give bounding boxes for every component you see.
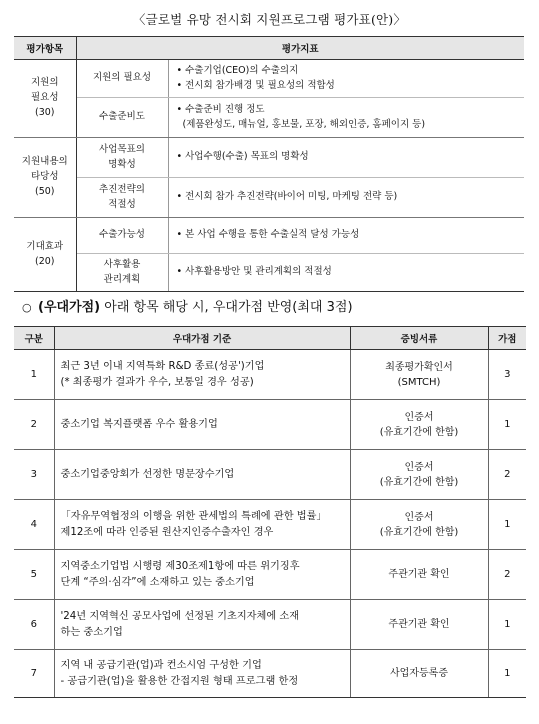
evaluation-row xyxy=(14,98,524,138)
indicator-cell xyxy=(168,98,524,138)
criteria-cell xyxy=(54,400,350,450)
row-number: 1 xyxy=(14,350,54,400)
header-points: 가점 xyxy=(488,327,526,350)
category-cell xyxy=(14,60,76,138)
indicator-text: • 사업수행(수출) 목표의 명확성 xyxy=(176,151,309,163)
document-cell xyxy=(350,600,488,650)
document-cell xyxy=(350,650,488,698)
criteria-cell xyxy=(54,600,350,650)
sub-item-label: 명확성 xyxy=(108,158,136,170)
category-cell xyxy=(14,138,76,218)
points-cell: 1 xyxy=(488,500,526,550)
document-title: 〈글로벌 유망 전시회 지원프로그램 평가표(안)〉 xyxy=(132,12,407,27)
header-division: 구분 xyxy=(14,327,54,350)
criteria-text: - 공급기관(업)을 활용한 간접지원 형태 프로그램 한정 xyxy=(60,675,299,687)
document-text: 인증서 xyxy=(404,461,434,473)
header-documents: 증빙서류 xyxy=(350,327,488,350)
bonus-heading xyxy=(22,296,353,315)
criteria-text: 하는 중소기업 xyxy=(60,626,123,638)
document-text: 주관기관 확인 xyxy=(388,619,450,630)
indicator-cell xyxy=(168,178,524,218)
points-cell: 1 xyxy=(488,600,526,650)
bonus-heading-strong: (우대가점) xyxy=(38,300,101,315)
indicator-text: • 수출준비 진행 정도 xyxy=(176,103,265,115)
sub-item-label: 수출가능성 xyxy=(99,229,145,241)
header-evaluation-item: 평가항목 xyxy=(14,37,76,60)
criteria-text: (* 최종평가 결과가 우수, 보통일 경우 성공) xyxy=(60,376,254,388)
category-label: 타당성 xyxy=(30,171,59,183)
category-label: 필요성 xyxy=(30,92,59,104)
criteria-text: 최근 3년 이내 지역특화 R&D 종료(성공')기업 xyxy=(60,360,265,372)
row-number: 5 xyxy=(14,550,54,600)
document-cell xyxy=(350,400,488,450)
criteria-cell xyxy=(54,500,350,550)
row-number: 2 xyxy=(14,400,54,450)
sub-item-cell xyxy=(76,178,168,218)
points-cell: 2 xyxy=(488,450,526,500)
header-evaluation-indicator: 평가지표 xyxy=(76,37,524,60)
criteria-text: 중소기업 복지플랫폼 우수 활용기업 xyxy=(60,418,218,430)
indicator-text: • 전시회 참가 추진전략(바이어 미팅, 마케팅 전략 등) xyxy=(176,191,398,203)
sub-item-label: 추진전략의 xyxy=(99,184,145,196)
category-score: (30) xyxy=(34,106,55,118)
criteria-cell xyxy=(54,350,350,400)
header-criteria: 우대가점 기준 xyxy=(54,327,350,350)
row-number: 4 xyxy=(14,500,54,550)
sub-item-cell xyxy=(76,60,168,98)
sub-item-label: 지원의 필요성 xyxy=(92,72,152,84)
row-number: 7 xyxy=(14,650,54,698)
indicator-cell xyxy=(168,60,524,98)
indicator-text: • 전시회 참가배경 및 필요성의 적합성 xyxy=(176,79,335,91)
document-text: 주관기관 확인 xyxy=(388,569,450,580)
document-text: (SMTCH) xyxy=(397,376,441,388)
document-cell xyxy=(350,500,488,550)
document-cell xyxy=(350,350,488,400)
criteria-text: 제12조에 따라 인증된 원산지인증수출자인 경우 xyxy=(60,526,274,538)
category-label: 기대효과 xyxy=(26,240,64,252)
bullet-icon: ○ xyxy=(22,301,32,314)
sub-item-cell xyxy=(76,98,168,138)
sub-item-label: 수출준비도 xyxy=(99,111,145,123)
criteria-cell xyxy=(54,550,350,600)
indicator-text: • 수출기업(CEO)의 수출의지 xyxy=(176,64,299,76)
category-score: (50) xyxy=(34,185,55,197)
sub-item-label: 관리계획 xyxy=(103,273,141,285)
category-cell xyxy=(14,218,76,292)
points-cell: 1 xyxy=(488,400,526,450)
criteria-text: 지역중소기업법 시행령 제30조제1항에 따른 위기징후 xyxy=(60,560,300,572)
sub-item-label: 사업목표의 xyxy=(99,144,145,156)
criteria-text: 단계 “주의·심각”에 소재하고 있는 중소기업 xyxy=(60,576,255,588)
points-cell: 3 xyxy=(488,350,526,400)
sub-item-cell xyxy=(76,218,168,254)
sub-item-label: 적절성 xyxy=(108,198,136,210)
document-text: (유효기간에 한함) xyxy=(379,476,459,488)
sub-item-label: 사후활용 xyxy=(103,259,141,271)
points-cell: 1 xyxy=(488,650,526,698)
row-number: 3 xyxy=(14,450,54,500)
evaluation-row xyxy=(14,218,524,254)
bonus-row xyxy=(14,500,526,550)
document-text: 인증서 xyxy=(404,511,434,523)
document-cell xyxy=(350,450,488,500)
indicator-text: • 사후활용방안 및 관리계획의 적절성 xyxy=(176,266,332,278)
evaluation-table xyxy=(14,36,524,292)
criteria-cell xyxy=(54,450,350,500)
document-text: 최종평가확인서 xyxy=(385,361,453,373)
category-label: 지원내용의 xyxy=(21,156,68,168)
evaluation-row xyxy=(14,254,524,292)
criteria-text: '24년 지역혁신 공모사업에 선정된 기초지자체에 소재 xyxy=(60,610,300,622)
criteria-text: 중소기업중앙회가 선정한 명문장수기업 xyxy=(60,468,235,480)
indicator-cell xyxy=(168,254,524,292)
bonus-row xyxy=(14,350,526,400)
bonus-table xyxy=(14,326,526,698)
criteria-text: 지역 내 공급기관(업)과 컨소시엄 구성한 기업 xyxy=(60,659,262,671)
bonus-row xyxy=(14,450,526,500)
bonus-row xyxy=(14,550,526,600)
sub-item-cell xyxy=(76,138,168,178)
indicator-cell xyxy=(168,218,524,254)
document-text: (유효기간에 한함) xyxy=(379,426,459,438)
document-text: (유효기간에 한함) xyxy=(379,526,459,538)
bonus-row xyxy=(14,400,526,450)
row-number: 6 xyxy=(14,600,54,650)
document-text: 인증서 xyxy=(404,411,434,423)
sub-item-cell xyxy=(76,254,168,292)
document-text: 사업자등록증 xyxy=(390,668,448,679)
bonus-row xyxy=(14,600,526,650)
indicator-text: (제품완성도, 매뉴얼, 홍보물, 포장, 해외인증, 홈페이지 등) xyxy=(182,118,426,130)
category-score: (20) xyxy=(34,255,55,267)
bonus-heading-text: 아래 항목 해당 시, 우대가점 반영(최대 3점) xyxy=(100,300,353,315)
evaluation-row xyxy=(14,138,524,178)
indicator-text: • 본 사업 수행을 통한 수출실적 달성 가능성 xyxy=(176,229,360,241)
evaluation-row xyxy=(14,178,524,218)
indicator-cell xyxy=(168,138,524,178)
criteria-text: 「자유무역협정의 이행을 위한 관세법의 특례에 관한 법률」 xyxy=(60,510,327,522)
points-cell: 2 xyxy=(488,550,526,600)
document-cell xyxy=(350,550,488,600)
evaluation-row xyxy=(14,60,524,98)
criteria-cell xyxy=(54,650,350,698)
evaluation-header-row xyxy=(14,37,524,60)
category-label: 지원의 xyxy=(30,77,59,89)
bonus-header-row xyxy=(14,327,526,350)
bonus-row xyxy=(14,650,526,698)
